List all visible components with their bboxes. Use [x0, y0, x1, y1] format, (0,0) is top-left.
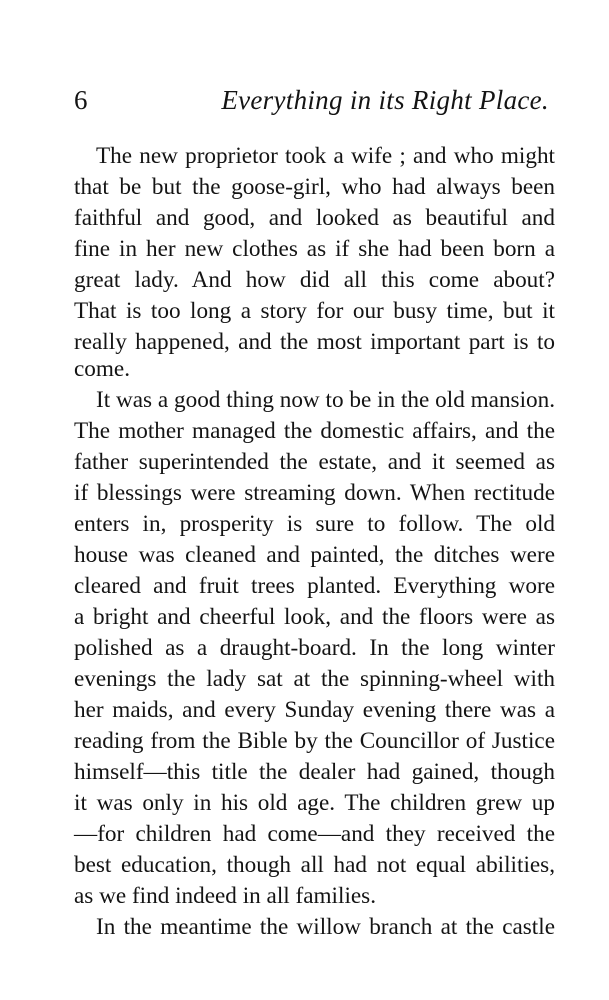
text-line: cleared and fruit trees planted. Everything wore	[74, 573, 555, 599]
text-line: polished as a draught-board. In the long winter	[74, 635, 555, 661]
text-line: her maids, and every Sunday evening there was a	[74, 697, 555, 723]
text-line: a bright and cheerful look, and the floors were as	[74, 604, 555, 630]
text-line: reading from the Bible by the Councillor of Justice	[74, 728, 555, 754]
text-line: That is too long a story for our busy time, but it	[74, 298, 555, 324]
text-line: come.	[74, 356, 131, 382]
text-line: It was a good thing now to be in the old mansion.	[96, 387, 555, 413]
text-line: enters in, prosperity is sure to follow. The old	[74, 511, 555, 537]
text-line: that be but the goose-girl, who had always been	[74, 174, 555, 200]
text-line: evenings the lady sat at the spinning-wheel with	[74, 666, 555, 692]
text-line: The new proprietor took a wife ; and who might	[96, 143, 555, 169]
text-line: fine in her new clothes as if she had been born a	[74, 236, 555, 262]
running-title: Everything in its Right Place.	[221, 85, 549, 115]
text-line: himself—this title the dealer had gained, though	[74, 759, 555, 785]
text-line: it was only in his old age. The children grew up	[74, 790, 555, 816]
text-line: as we find indeed in all families.	[74, 883, 376, 909]
text-line: father superintended the estate, and it seemed as	[74, 449, 555, 475]
text-line: house was cleaned and painted, the ditches were	[74, 542, 555, 568]
page-header	[74, 80, 549, 120]
text-line: if blessings were streaming down. When rectitude	[74, 480, 555, 506]
text-line: The mother managed the domestic affairs, and the	[74, 418, 555, 444]
text-line: really happened, and the most important part is to	[74, 329, 555, 355]
text-line: great lady. And how did all this come about?	[74, 267, 555, 293]
text-line: faithful and good, and looked as beautiful and	[74, 205, 555, 231]
text-line: In the meantime the willow branch at the castle	[96, 914, 555, 940]
page-number: 6	[74, 85, 88, 115]
text-line: best education, though all had not equal abilities,	[74, 852, 555, 878]
text-line: —for children had come—and they received the	[74, 821, 555, 847]
